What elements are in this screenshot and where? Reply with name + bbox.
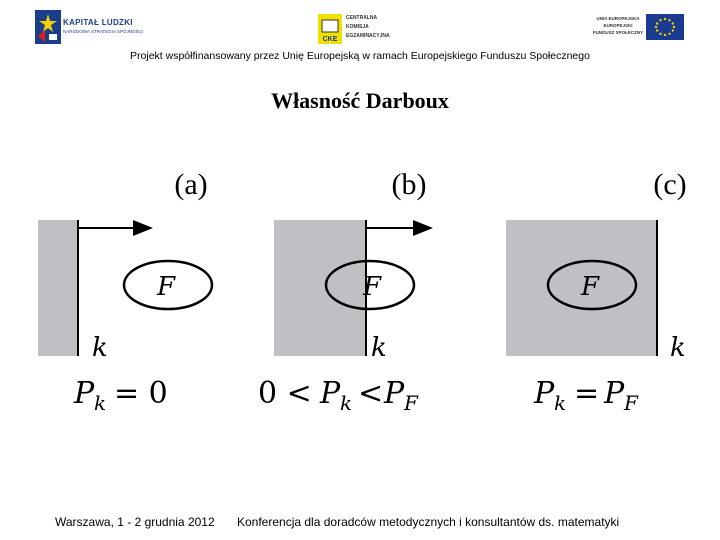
svg-text:k: k <box>340 391 353 415</box>
svg-text:F: F <box>404 391 418 415</box>
slide-title: Własność Darboux <box>271 88 449 113</box>
panel-b <box>258 168 431 415</box>
panel-c-formula <box>533 376 639 415</box>
panel-c-k-label: k <box>670 333 686 363</box>
panel-c <box>506 168 687 415</box>
kapital-ludzki-emblem-icon <box>35 10 61 44</box>
svg-text:<: < <box>358 376 384 411</box>
eu-flag-icon <box>646 14 684 40</box>
cke-line-1: CENTRALNA <box>346 15 378 21</box>
panel-b-shaded-region <box>274 220 366 356</box>
footer-conference: Konferencja dla doradców metodycznych i konsultantów ds. matematyki <box>237 515 620 529</box>
panel-a-label: (a) <box>174 168 208 201</box>
svg-text:0 <: 0 < <box>258 376 312 411</box>
eu-logo <box>592 12 684 42</box>
panel-b-set-label: F <box>362 272 382 302</box>
eu-line-1: UNIA EUROPEJSKA <box>596 16 640 21</box>
kapital-ludzki-subtitle: NARODOWA STRATEGIA SPÓJNOŚCI <box>63 29 144 34</box>
panel-b-k-label: k <box>371 333 387 363</box>
svg-text:P: P <box>74 376 95 411</box>
cke-logo <box>318 12 403 48</box>
footer-date: Warszawa, 1 - 2 grudnia 2012 <box>55 515 215 529</box>
eu-line-3: FUNDUSZ SPOŁECZNY <box>592 30 644 35</box>
eu-line-2: EUROPEJSKI <box>603 23 633 28</box>
cke-line-2: KOMISJA <box>346 24 369 30</box>
panel-a <box>38 168 212 415</box>
svg-text:k: k <box>554 391 567 415</box>
panel-c-set-label: F <box>580 272 600 302</box>
kapital-ludzki-logo <box>35 10 144 44</box>
cke-line-3: EGZAMINACYJNA <box>346 33 390 39</box>
darboux-figure <box>36 160 696 420</box>
svg-text:P: P <box>320 376 341 411</box>
svg-text:k: k <box>94 391 107 415</box>
svg-text:P: P <box>534 376 555 411</box>
svg-text:F: F <box>624 391 638 415</box>
panel-b-label: (b) <box>391 168 427 201</box>
cke-name <box>346 14 390 41</box>
panel-c-label: (c) <box>653 168 687 201</box>
panel-a-set-label: F <box>156 272 176 302</box>
svg-text:=: = <box>574 376 600 411</box>
panel-b-formula <box>258 376 419 415</box>
project-funding-line: Projekt współfinansowany przez Unię Europejską w ramach Europejskiego Funduszu Społecznego <box>130 50 590 62</box>
cke-badge-text: CKE <box>322 36 338 43</box>
svg-text:= 0: = 0 <box>114 376 168 411</box>
svg-text:P: P <box>384 376 405 411</box>
panel-a-formula <box>73 376 168 415</box>
svg-text:P: P <box>604 376 625 411</box>
eu-name <box>592 15 644 36</box>
panel-a-k-label: k <box>92 333 108 363</box>
panel-a-shaded-region <box>38 220 78 356</box>
cke-emblem-icon <box>318 14 342 44</box>
kapital-ludzki-title: KAPITAŁ LUDZKI <box>63 18 133 27</box>
